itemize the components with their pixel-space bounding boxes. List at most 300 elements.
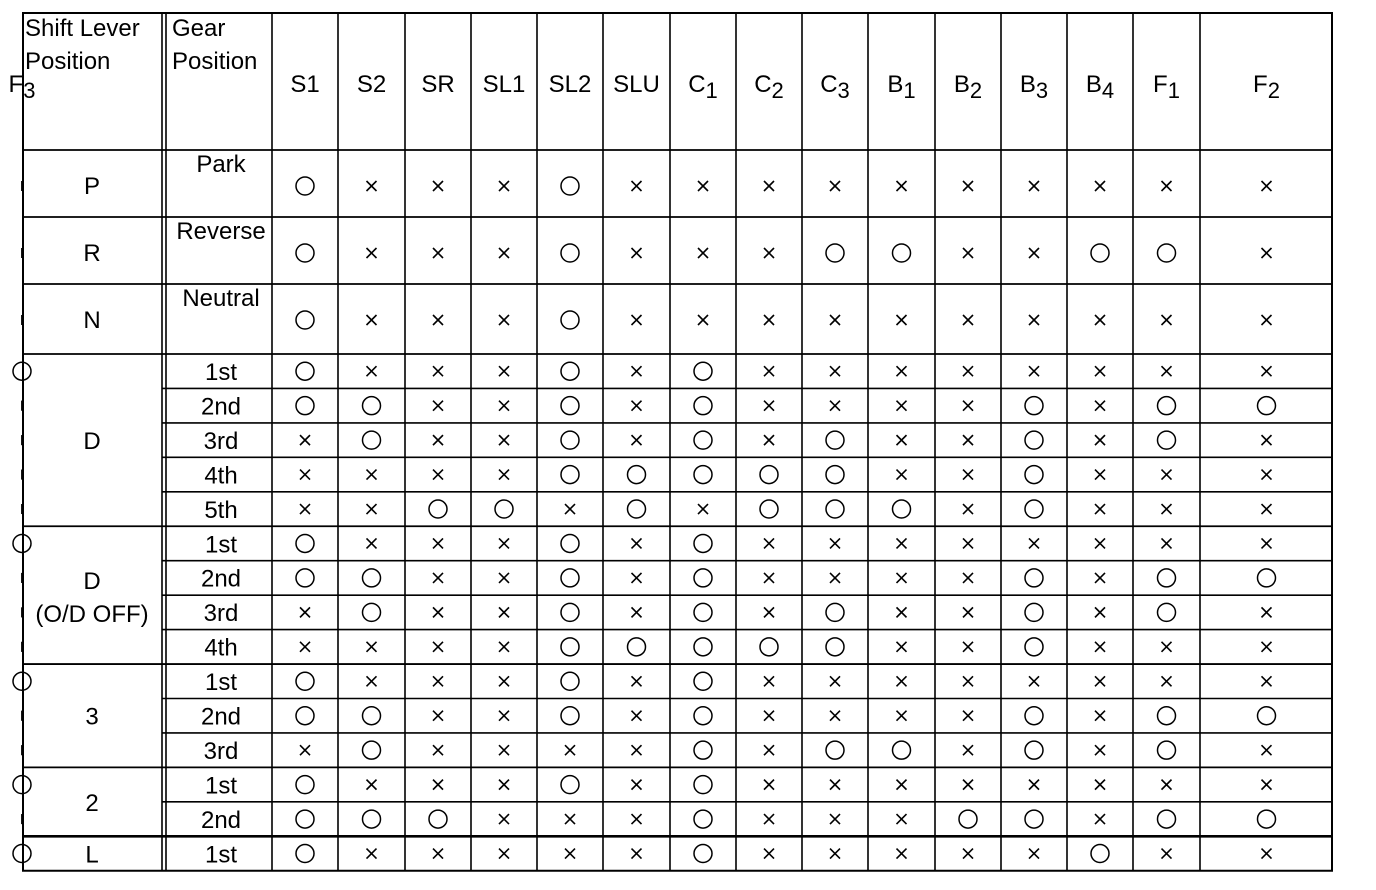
on-indicator [694, 362, 712, 380]
column-header-base: S1 [290, 71, 320, 98]
column-header-base: B [887, 71, 904, 98]
gear-position-label: 4th [204, 634, 238, 662]
on-indicator [296, 569, 314, 587]
off-indicator [897, 607, 907, 617]
gear-position-label: 2nd [200, 393, 242, 421]
on-indicator [296, 397, 314, 415]
header-gear: Gear [172, 15, 226, 42]
off-indicator [764, 607, 774, 617]
off-indicator [698, 504, 708, 514]
off-indicator [1095, 504, 1105, 514]
off-indicator [300, 435, 310, 445]
off-indicator [963, 538, 973, 548]
off-indicator [764, 676, 774, 686]
off-indicator [499, 642, 509, 652]
on-indicator [296, 776, 314, 794]
off-indicator [764, 573, 774, 583]
off-indicator [963, 401, 973, 411]
on-indicator [363, 741, 381, 759]
on-indicator [1025, 466, 1043, 484]
on-indicator [296, 672, 314, 690]
gear-position-label: 1st [204, 531, 238, 559]
off-indicator [1262, 849, 1272, 859]
off-indicator [1029, 315, 1039, 325]
on-indicator [1158, 397, 1176, 415]
column-header-base: SLU [613, 71, 660, 98]
on-indicator [296, 244, 314, 262]
gear-position-label: Park [196, 151, 246, 178]
column-header-subscript: 2 [1267, 78, 1280, 103]
on-indicator [1158, 603, 1176, 621]
off-indicator [632, 181, 642, 191]
off-indicator [499, 538, 509, 548]
header-shift-lever-position: Position [25, 48, 111, 75]
on-indicator [893, 741, 911, 759]
off-indicator [830, 814, 840, 824]
off-indicator [433, 401, 443, 411]
off-indicator [1029, 676, 1039, 686]
off-indicator [367, 642, 377, 652]
off-indicator [830, 780, 840, 790]
column-header-sl1 [483, 71, 526, 98]
on-indicator [1258, 397, 1276, 415]
on-indicator [363, 810, 381, 828]
column-header-b2 [954, 71, 982, 103]
gear-position-label: 1st [204, 841, 238, 869]
off-indicator [1262, 435, 1272, 445]
off-indicator [300, 745, 310, 755]
column-header-f1 [1153, 71, 1180, 103]
off-indicator [1095, 676, 1105, 686]
on-indicator [1158, 569, 1176, 587]
off-indicator [1262, 248, 1272, 258]
off-indicator [300, 607, 310, 617]
off-indicator [433, 711, 443, 721]
off-indicator [1095, 607, 1105, 617]
column-header-base: F [1253, 71, 1268, 98]
column-header-subscript: 3 [1035, 78, 1049, 103]
off-indicator [897, 780, 907, 790]
on-indicator [760, 500, 778, 518]
on-indicator [826, 431, 844, 449]
off-indicator [1262, 315, 1272, 325]
on-indicator [694, 672, 712, 690]
off-indicator [1262, 504, 1272, 514]
off-indicator [632, 745, 642, 755]
on-indicator [694, 741, 712, 759]
off-indicator [830, 538, 840, 548]
column-header-base: F [8, 71, 24, 98]
on-indicator [561, 362, 579, 380]
column-header-b3 [1020, 71, 1048, 103]
on-indicator [1258, 569, 1276, 587]
off-indicator [433, 642, 443, 652]
off-indicator [1162, 676, 1172, 686]
off-indicator [433, 470, 443, 480]
on-indicator [1258, 810, 1276, 828]
off-indicator [499, 711, 509, 721]
off-indicator [830, 676, 840, 686]
off-indicator [698, 248, 708, 258]
shift-lever-label: 3 [85, 703, 99, 731]
off-indicator [963, 504, 973, 514]
gear-position-label: 4th [204, 462, 238, 490]
on-indicator [628, 466, 646, 484]
off-indicator [300, 470, 310, 480]
gear-position-label: 3rd [203, 600, 239, 628]
off-indicator [632, 401, 642, 411]
gear-position-label: 3rd [203, 737, 239, 765]
off-indicator [499, 248, 509, 258]
on-indicator [363, 431, 381, 449]
off-indicator [963, 780, 973, 790]
off-indicator [698, 181, 708, 191]
off-indicator [499, 607, 509, 617]
column-header-sr [421, 71, 454, 98]
on-indicator [296, 311, 314, 329]
on-indicator [628, 638, 646, 656]
on-indicator [694, 603, 712, 621]
on-indicator [1258, 707, 1276, 725]
on-indicator [296, 534, 314, 552]
off-indicator [764, 538, 774, 548]
gear-position-label: Neutral [182, 285, 260, 312]
off-indicator [830, 315, 840, 325]
off-indicator [433, 435, 443, 445]
on-indicator [826, 466, 844, 484]
off-indicator [632, 435, 642, 445]
on-indicator [363, 707, 381, 725]
off-indicator [632, 676, 642, 686]
on-indicator [760, 466, 778, 484]
shift-lever-label: D [83, 568, 101, 596]
off-indicator [1095, 538, 1105, 548]
off-indicator [433, 248, 443, 258]
column-header-subscript: 1 [1167, 78, 1180, 103]
on-indicator [826, 244, 844, 262]
on-indicator [959, 810, 977, 828]
off-indicator [1162, 538, 1172, 548]
off-indicator [963, 849, 973, 859]
on-indicator [296, 845, 314, 863]
off-indicator [632, 780, 642, 790]
off-indicator [764, 814, 774, 824]
off-indicator [433, 366, 443, 376]
on-indicator [1158, 244, 1176, 262]
off-indicator [433, 849, 443, 859]
off-indicator [963, 181, 973, 191]
on-indicator [893, 500, 911, 518]
on-indicator [694, 431, 712, 449]
column-header-s1 [290, 71, 319, 98]
on-indicator [363, 397, 381, 415]
on-indicator [1025, 638, 1043, 656]
off-indicator [1095, 780, 1105, 790]
off-indicator [367, 780, 377, 790]
gear-position-label: Reverse [176, 218, 266, 245]
header-shift-lever: Shift Lever [25, 15, 140, 42]
off-indicator [764, 248, 774, 258]
off-indicator [963, 607, 973, 617]
off-indicator [1029, 849, 1039, 859]
off-indicator [1162, 181, 1172, 191]
on-indicator [1025, 603, 1043, 621]
on-indicator [1025, 397, 1043, 415]
on-indicator [363, 603, 381, 621]
off-indicator [1162, 470, 1172, 480]
off-indicator [897, 711, 907, 721]
column-header-base: S2 [356, 71, 387, 98]
off-indicator [433, 538, 443, 548]
column-header-base: F [1153, 71, 1168, 98]
on-indicator [760, 638, 778, 656]
gear-position-label: 2nd [200, 565, 242, 593]
off-indicator [830, 573, 840, 583]
on-indicator [561, 177, 579, 195]
off-indicator [897, 366, 907, 376]
on-indicator [561, 397, 579, 415]
off-indicator [963, 248, 973, 258]
off-indicator [499, 849, 509, 859]
off-indicator [433, 676, 443, 686]
off-indicator [499, 315, 509, 325]
off-indicator [1262, 745, 1272, 755]
off-indicator [565, 745, 575, 755]
gear-position-label: 2nd [200, 806, 242, 834]
off-indicator [367, 248, 377, 258]
off-indicator [764, 745, 774, 755]
on-indicator [1025, 431, 1043, 449]
off-indicator [897, 401, 907, 411]
off-indicator [433, 315, 443, 325]
off-indicator [433, 181, 443, 191]
off-indicator [1262, 676, 1272, 686]
off-indicator [499, 181, 509, 191]
off-indicator [499, 435, 509, 445]
on-indicator [1158, 810, 1176, 828]
column-header-b1 [887, 71, 915, 103]
off-indicator [565, 504, 575, 514]
off-indicator [830, 711, 840, 721]
on-indicator [826, 638, 844, 656]
column-header-c2 [754, 71, 784, 103]
shift-lever-label: P [83, 173, 101, 200]
on-indicator [561, 569, 579, 587]
gear-position-label: 5th [204, 496, 238, 524]
off-indicator [1095, 435, 1105, 445]
gear-position-label: 1st [204, 359, 238, 386]
off-indicator [963, 676, 973, 686]
on-indicator [1158, 741, 1176, 759]
off-indicator [1162, 315, 1172, 325]
off-indicator [1095, 366, 1105, 376]
off-indicator [367, 315, 377, 325]
column-header-subscript: 1 [705, 78, 718, 103]
column-header-subscript: 2 [771, 78, 784, 103]
off-indicator [963, 745, 973, 755]
off-indicator [1095, 181, 1105, 191]
off-indicator [367, 538, 377, 548]
off-indicator [963, 470, 973, 480]
gear-position-label: 1st [204, 772, 238, 800]
off-indicator [1095, 401, 1105, 411]
column-header-subscript: 3 [23, 78, 36, 103]
column-header-c3 [820, 71, 850, 103]
column-header-base: B [953, 71, 970, 98]
off-indicator [897, 814, 907, 824]
off-indicator [367, 504, 377, 514]
off-indicator [632, 607, 642, 617]
off-indicator [897, 573, 907, 583]
on-indicator [561, 638, 579, 656]
off-indicator [830, 366, 840, 376]
off-indicator [367, 849, 377, 859]
on-indicator [429, 810, 447, 828]
off-indicator [632, 849, 642, 859]
on-indicator [1025, 810, 1043, 828]
on-indicator [296, 362, 314, 380]
header-gear-position: Position [172, 48, 258, 75]
off-indicator [1262, 538, 1272, 548]
off-indicator [499, 780, 509, 790]
column-header-b4 [1086, 71, 1114, 103]
off-indicator [1162, 780, 1172, 790]
off-indicator [499, 470, 509, 480]
on-indicator [1025, 741, 1043, 759]
column-header-subscript: 3 [837, 78, 850, 103]
on-indicator [561, 603, 579, 621]
off-indicator [632, 366, 642, 376]
shift-lever-label: 2 [85, 789, 99, 817]
off-indicator [1095, 814, 1105, 824]
on-indicator [495, 500, 513, 518]
off-indicator [963, 366, 973, 376]
column-header-f2 [1253, 71, 1280, 103]
off-indicator [433, 573, 443, 583]
off-indicator [963, 435, 973, 445]
column-header-base: B [1085, 71, 1102, 98]
on-indicator [561, 672, 579, 690]
off-indicator [897, 642, 907, 652]
off-indicator [632, 814, 642, 824]
on-indicator [561, 707, 579, 725]
off-indicator [897, 435, 907, 445]
off-indicator [1262, 642, 1272, 652]
off-indicator [963, 573, 973, 583]
on-indicator [561, 466, 579, 484]
off-indicator [1095, 573, 1105, 583]
off-indicator [764, 366, 774, 376]
off-indicator [1162, 366, 1172, 376]
on-indicator [694, 569, 712, 587]
column-header-c1 [688, 71, 718, 103]
column-header-base: SL1 [482, 71, 526, 98]
off-indicator [1029, 248, 1039, 258]
column-header-subscript: 2 [969, 78, 983, 103]
on-indicator [561, 311, 579, 329]
off-indicator [367, 676, 377, 686]
off-indicator [830, 401, 840, 411]
on-indicator [893, 244, 911, 262]
off-indicator [897, 849, 907, 859]
off-indicator [1162, 504, 1172, 514]
off-indicator [897, 676, 907, 686]
on-indicator [561, 776, 579, 794]
off-indicator [1162, 849, 1172, 859]
on-indicator [1025, 569, 1043, 587]
column-header-base: SL2 [548, 71, 592, 98]
off-indicator [1029, 181, 1039, 191]
off-indicator [632, 573, 642, 583]
off-indicator [1029, 538, 1039, 548]
off-indicator [1029, 780, 1039, 790]
off-indicator [698, 315, 708, 325]
off-indicator [1262, 366, 1272, 376]
on-indicator [296, 177, 314, 195]
off-indicator [1095, 315, 1105, 325]
on-indicator [1025, 707, 1043, 725]
off-indicator [632, 538, 642, 548]
off-indicator [764, 711, 774, 721]
column-header-sl2 [549, 71, 592, 98]
gear-position-label: 3rd [203, 427, 239, 455]
off-indicator [897, 538, 907, 548]
shift-lever-label: L [85, 841, 99, 869]
on-indicator [694, 638, 712, 656]
off-indicator [1095, 711, 1105, 721]
off-indicator [1095, 745, 1105, 755]
off-indicator [1162, 642, 1172, 652]
off-indicator [433, 780, 443, 790]
off-indicator [963, 711, 973, 721]
on-indicator [826, 500, 844, 518]
column-header-base: B [1019, 71, 1036, 98]
off-indicator [1262, 607, 1272, 617]
off-indicator [963, 642, 973, 652]
shift-lever-label-sub: (O/D OFF) [35, 601, 149, 629]
on-indicator [561, 534, 579, 552]
off-indicator [830, 849, 840, 859]
off-indicator [565, 849, 575, 859]
off-indicator [830, 181, 840, 191]
off-indicator [367, 181, 377, 191]
off-indicator [367, 470, 377, 480]
off-indicator [499, 814, 509, 824]
shift-lever-label: R [83, 240, 101, 267]
off-indicator [1095, 642, 1105, 652]
off-indicator [897, 181, 907, 191]
gear-position-label: 1st [204, 669, 238, 697]
off-indicator [632, 248, 642, 258]
off-indicator [499, 676, 509, 686]
off-indicator [764, 401, 774, 411]
off-indicator [1029, 366, 1039, 376]
off-indicator [764, 435, 774, 445]
on-indicator [561, 244, 579, 262]
on-indicator [1091, 845, 1109, 863]
on-indicator [561, 431, 579, 449]
off-indicator [897, 315, 907, 325]
off-indicator [300, 504, 310, 514]
off-indicator [764, 315, 774, 325]
on-indicator [296, 810, 314, 828]
on-indicator [694, 466, 712, 484]
off-indicator [499, 401, 509, 411]
off-indicator [1095, 470, 1105, 480]
off-indicator [1262, 181, 1272, 191]
shift-lever-label: D [83, 428, 101, 456]
on-indicator [628, 500, 646, 518]
